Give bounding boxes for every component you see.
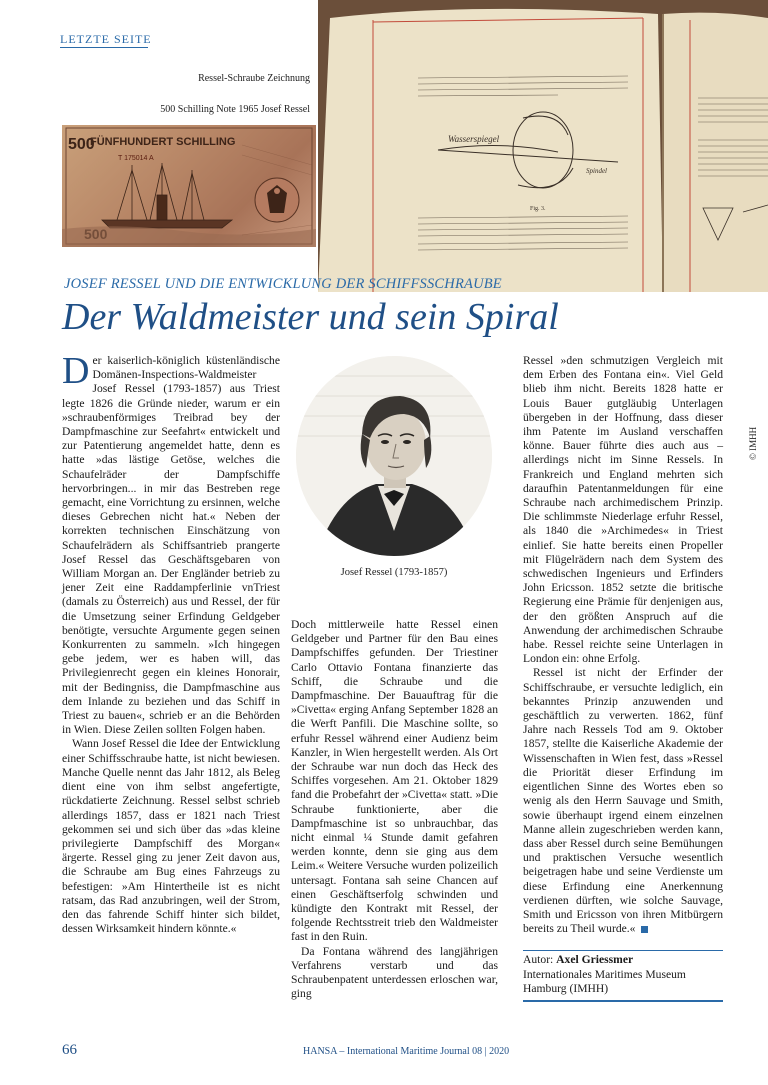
portrait-illustration — [296, 356, 492, 556]
section-rule — [60, 47, 148, 48]
drawing-label-wasserspiegel: Wasserspiegel — [448, 134, 500, 144]
drawing-label-spindel: Spindel — [586, 167, 607, 175]
journal-footer: HANSA – International Maritime Journal 08 | 2020 — [303, 1046, 510, 1057]
author-name: Axel Griessmer — [556, 953, 634, 966]
author-org-line-2: Hamburg (IMHH) — [523, 982, 609, 995]
photo-credit: © IMHH — [748, 426, 758, 460]
paragraph-3: Doch mittlerweile hatte Ressel einen Geldgeber und Partner für den Bau eines Dampfschiffes gefunden. Der Triestiner Carlo Ottavio Fontana finanzierte das Schiff, die Schraube und die Dampfmaschine. Der Bauauftrag für die »Civetta« erging Anfang September 1828 an die Werft Panfili. Die Maschine sollte, so erfuhr Ressel während einer Audienz beim Kanzler, in Wien hergestellt werden. Als Ort der Schraube war nun doch das Heck des Schiffes vorgesehen. Am 21. Oktober 1829 fand die Probefahrt der »Civetta« statt. »Die Schraube funktionierte, aber die Dampfmaschine ist so unbrauchbar, das nicht einmal ¼ Stunde damit gefahren werden konnte, denn sie ging aus dem Leim.« Weitere Versuche wurden polizeilich untersagt. Fontana sah seine Chancen auf einen Geschäftserfolg schwinden und kündigte den Kontrakt mit Ressel, der folgende Rechtsstreit trieb den Waldmeister fast in den Ruin. — [291, 618, 498, 944]
eagle-emblem-icon — [255, 178, 299, 222]
drawing-fig-label: Fig. 3. — [530, 206, 546, 212]
banknote-serial: T 175014 A — [118, 155, 154, 162]
banknote-caption: 500 Schilling Note 1965 Josef Ressel — [160, 104, 310, 115]
portrait-caption: Josef Ressel (1793-1857) — [340, 567, 448, 578]
banknote-image — [62, 125, 316, 247]
paragraph-4: Da Fontana während des langjährigen Verfahrens verstarb und das Schraubenpatent unterdessen erloschen war, ging — [291, 944, 498, 1001]
article-column-1 — [62, 350, 280, 936]
paragraph-6: Ressel ist nicht der Erfinder der Schiffschraube, er versuchte lediglich, ein bekanntes Prinzip anzuwenden und geschäftlich zu verwerten. 1862, fünf Jahre nach Ressels Tod am 9. Oktober 1857, stellte die Kaiserliche Akademie der Wissenschaften in Wien fest, dass »Ressel die Priorität dieser Erfindung im eigentlichen Sinne des Wortes eben so wenig als den Herrn Sauvage und Smith, sowie überhaupt irgend einem einzelnen Manne allein zugeschrieben werden kann, dass aber Ressel durch seine Bemühungen und praktischen Versuche wesentlich beigetragen habe und seine Verdienste um diese Erfindung eine Anerkennung verdienen dürften, wie solche Sauvage, Smith und Ericsson von ihren Mitbürgern bereits zu Theil wurde.« — [523, 666, 723, 936]
book-illustration — [318, 0, 768, 292]
drawing-caption: Ressel-Schraube Zeichnung — [198, 73, 310, 84]
portrait-image — [296, 356, 492, 556]
author-rule-top — [523, 950, 723, 951]
author-box — [523, 953, 723, 997]
steamship-icon — [102, 163, 232, 228]
paragraph-1: Der kaiserlich-königlich küstenländische Domänen-Inspections-Waldmeister Josef Ressel (1793-1857) aus Triest legte 1826 die Gründe nieder, warum er ein »schraubenförmiges Treibrad bey der Dampfmaschine zur Seefahrt« entwickelt und zur Patentierung angemeldet hatte, denn es hatte »das lästige Getöse, welches die Schaufelräder der Dampfschiffe hervorbringen... in mir das Bestreben rege gemacht, eine Vorrichtung zu ersinnen, welche dieses Gebrechen nicht hat.« Neben der korrekten technischen Einschätzung von Schaufelrädern als Schiffsantrieb prangerte Josef Ressel das Geschäftsgebaren von William Morgan an. Der Engländer betrieb zu jener Zeit eine Raddampferlinie vnTriest (damals zu Österreich) aus und Ressel, der für die Umsetzung seiner Erfindung Geldgeber benötigte, versuchte Argumente gegen seinen Konkurrenten zu sammeln. »Ich hingegen gebe jedem, wer es haben will, das Privilegienrecht gegen ein kleines Honorair, mit der Bedingniss, die Dampfmaschine aus dem Inlande zu beziehen und das Schiff in Triest zu bauen«, schrieb er an die Behörden in Wien. Diese Zeilen sollten Folgen haben. — [62, 350, 280, 737]
end-mark-icon — [641, 926, 648, 933]
article-column-2 — [291, 618, 498, 1001]
author-org-line-1: Internationales Maritimes Museum — [523, 967, 686, 981]
paragraph-2: Wann Josef Ressel die Idee der Entwicklung einer Schiffsschraube hatte, ist nicht bewiesen. Manche Quelle nennt das Jahr 1812, als Beleg dient eine von ihm selbst angefertigte, rückdatierte Zeichnung. Ressel selbst schrieb allerdings 1857, dass er 1821 nach Triest gekommen sei und sich über das »das kleine privilegierte Dampfschiff des Morgan« ärgerte. Ressel ging zu jener Zeit davon aus, die Schraube am Bug eines Fahrzeugs zu befestigen: »Am Hintertheile ist es nicht ratsam, das Rad anzubringen, weil der Strom, den das fahrende Schiff hinter sich bildet, dessen Wirksamkeit hindern könnte.« — [62, 737, 280, 936]
paragraph-5: Ressel »den schmutzigen Vergleich mit dem Erben des Fontana ein«. Viel Geld blieb ihm nicht. Bereits 1828 hatte er Louis Bauer gutgläubig Unterlagen übergeben in der Hoffnung, dass dieser ihm Patente im Ausland verschaffen könne. Bauer führte dies auch aus – allerdings nicht im Sinne Ressels. In Frankreich und England mehrten sich daraufhin Patentanmeldungen für eine Schraube nach archimedischem Prinzip. Die schlimmste Niederlage erfuhr Ressel, als 1840 die »Archimedes« in Triest einlief. Sie hatte bereits einen Propeller mit Flügelrädern nach dem System des schwedischen Ingenieurs und Erfinders John Ericsson. 1852 setzte die britische Regierung eine Prämie für denjenigen aus, der den größten Anspruch auf die Anwendung der archimedischen Schraube habe. Ressel reichte seine Unterlagen in London ein: ohne Erfolg. — [523, 354, 723, 666]
banknote-value-top: 500 — [68, 136, 95, 153]
banknote-illustration — [62, 125, 316, 247]
banknote-denomination: FÜNFHUNDERT SCHILLING — [90, 136, 236, 148]
author-rule-bottom — [523, 1000, 723, 1002]
patent-drawing-photo — [318, 0, 768, 292]
article-headline: Der Waldmeister und sein Spiral — [62, 296, 559, 338]
article-kicker: JOSEF RESSEL UND DIE ENTWICKLUNG DER SCHIFFSSCHRAUBE — [64, 276, 502, 292]
section-label: LETZTE SEITE — [60, 32, 152, 46]
dropcap: D — [62, 350, 90, 392]
article-column-3 — [523, 354, 723, 936]
author-line: Autor: Axel Griessmer — [523, 953, 634, 966]
page-number: 66 — [62, 1042, 77, 1058]
